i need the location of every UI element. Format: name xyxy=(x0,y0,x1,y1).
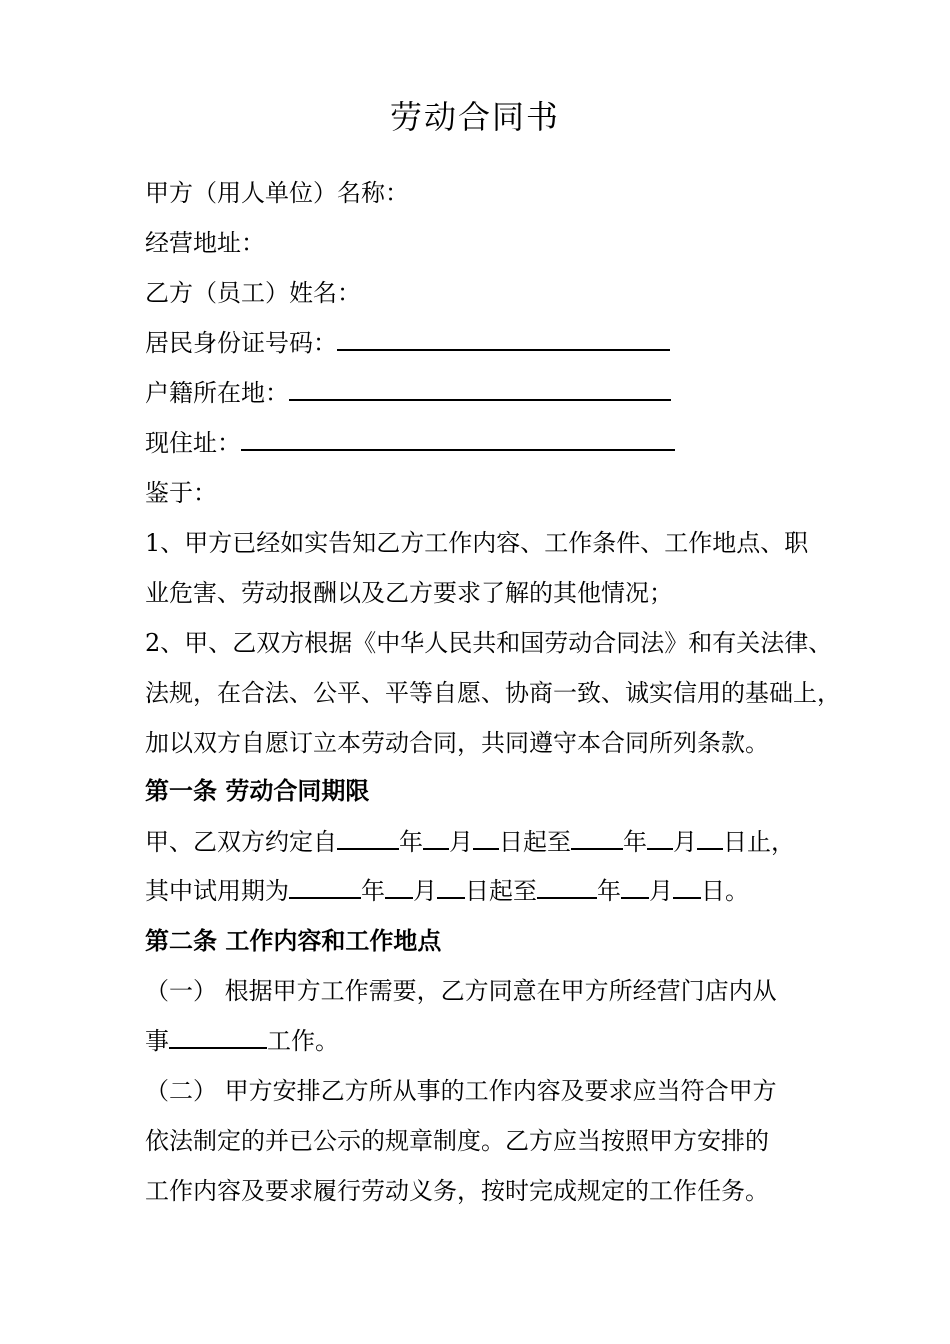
term-start-year-blank[interactable] xyxy=(337,826,399,850)
term-year-unit: 年 xyxy=(399,828,423,856)
recital-2-line-3: 加以双方自愿订立本劳动合同，共同遵守本合同所列条款。 xyxy=(145,729,769,757)
household-registration-blank[interactable] xyxy=(289,377,671,401)
party-a-name-label: 甲方（用人单位）名称： xyxy=(145,179,409,207)
term-end-day-blank[interactable] xyxy=(697,826,723,850)
term-end-year-unit: 年 xyxy=(623,828,647,856)
current-address-label: 现住址： xyxy=(145,429,241,457)
id-number-label: 居民身份证号码： xyxy=(145,329,337,357)
probation-start-year-blank[interactable] xyxy=(289,875,361,899)
household-registration-label: 户籍所在地： xyxy=(145,379,289,407)
probation-end-year-unit: 年 xyxy=(597,877,621,905)
clause-1-line-1: （一） 根据甲方工作需要，乙方同意在甲方所经营门店内从 xyxy=(145,977,777,1005)
probation-day-end: 日。 xyxy=(701,877,749,905)
term-start-month-blank[interactable] xyxy=(423,826,449,850)
term-month-unit: 月 xyxy=(449,828,473,856)
article-1-heading: 第一条 劳动合同期限 xyxy=(145,776,370,805)
current-address-blank[interactable] xyxy=(241,427,675,451)
probation-prefix: 其中试用期为 xyxy=(145,877,289,905)
clause-1-prefix: 事 xyxy=(145,1027,169,1055)
recital-2-line-2: 法规，在合法、公平、平等自愿、协商一致、诚实信用的基础上， xyxy=(145,679,841,707)
probation-end-day-blank[interactable] xyxy=(673,875,701,899)
probation-month-unit: 月 xyxy=(413,877,437,905)
term-day-to: 日止， xyxy=(723,828,795,856)
term-end-month-unit: 月 xyxy=(673,828,697,856)
term-prefix: 甲、乙双方约定自 xyxy=(145,828,337,856)
recital-2-line-1: 2、甲、乙双方根据《中华人民共和国劳动合同法》和有关法律、 xyxy=(145,629,833,657)
document-title: 劳动合同书 xyxy=(389,98,560,136)
probation-row xyxy=(145,874,749,908)
term-end-year-blank[interactable] xyxy=(571,826,623,850)
clause-2-line-3: 工作内容及要求履行劳动义务，按时完成规定的工作任务。 xyxy=(145,1177,769,1205)
job-position-blank[interactable] xyxy=(169,1025,267,1049)
probation-end-year-blank[interactable] xyxy=(537,875,597,899)
recital-1-line-2: 业危害、劳动报酬以及乙方要求了解的其他情况； xyxy=(145,579,673,607)
probation-end-month-unit: 月 xyxy=(649,877,673,905)
probation-start-month-blank[interactable] xyxy=(385,875,413,899)
clause-1-line-2 xyxy=(145,1024,339,1058)
contract-term-row xyxy=(145,825,795,859)
clause-2-line-1: （二） 甲方安排乙方所从事的工作内容及要求应当符合甲方 xyxy=(145,1077,777,1105)
id-number-blank[interactable] xyxy=(337,327,670,351)
recital-1-line-1: 1、甲方已经如实告知乙方工作内容、工作条件、工作地点、职 xyxy=(145,529,809,557)
term-day-from: 日起至 xyxy=(499,828,571,856)
business-address-label: 经营地址： xyxy=(145,229,265,257)
probation-year-unit: 年 xyxy=(361,877,385,905)
party-b-name-label: 乙方（员工）姓名： xyxy=(145,279,361,307)
id-number-row xyxy=(145,326,670,360)
probation-start-day-blank[interactable] xyxy=(437,875,465,899)
whereas-label: 鉴于： xyxy=(145,479,217,507)
probation-end-month-blank[interactable] xyxy=(621,875,649,899)
probation-day-from: 日起至 xyxy=(465,877,537,905)
clause-2-line-2: 依法制定的并已公示的规章制度。乙方应当按照甲方安排的 xyxy=(145,1127,769,1155)
article-2-heading: 第二条 工作内容和工作地点 xyxy=(145,926,442,955)
clause-1-suffix: 工作。 xyxy=(267,1027,339,1055)
term-end-month-blank[interactable] xyxy=(647,826,673,850)
household-registration-row xyxy=(145,376,671,410)
term-start-day-blank[interactable] xyxy=(473,826,499,850)
current-address-row xyxy=(145,426,675,460)
